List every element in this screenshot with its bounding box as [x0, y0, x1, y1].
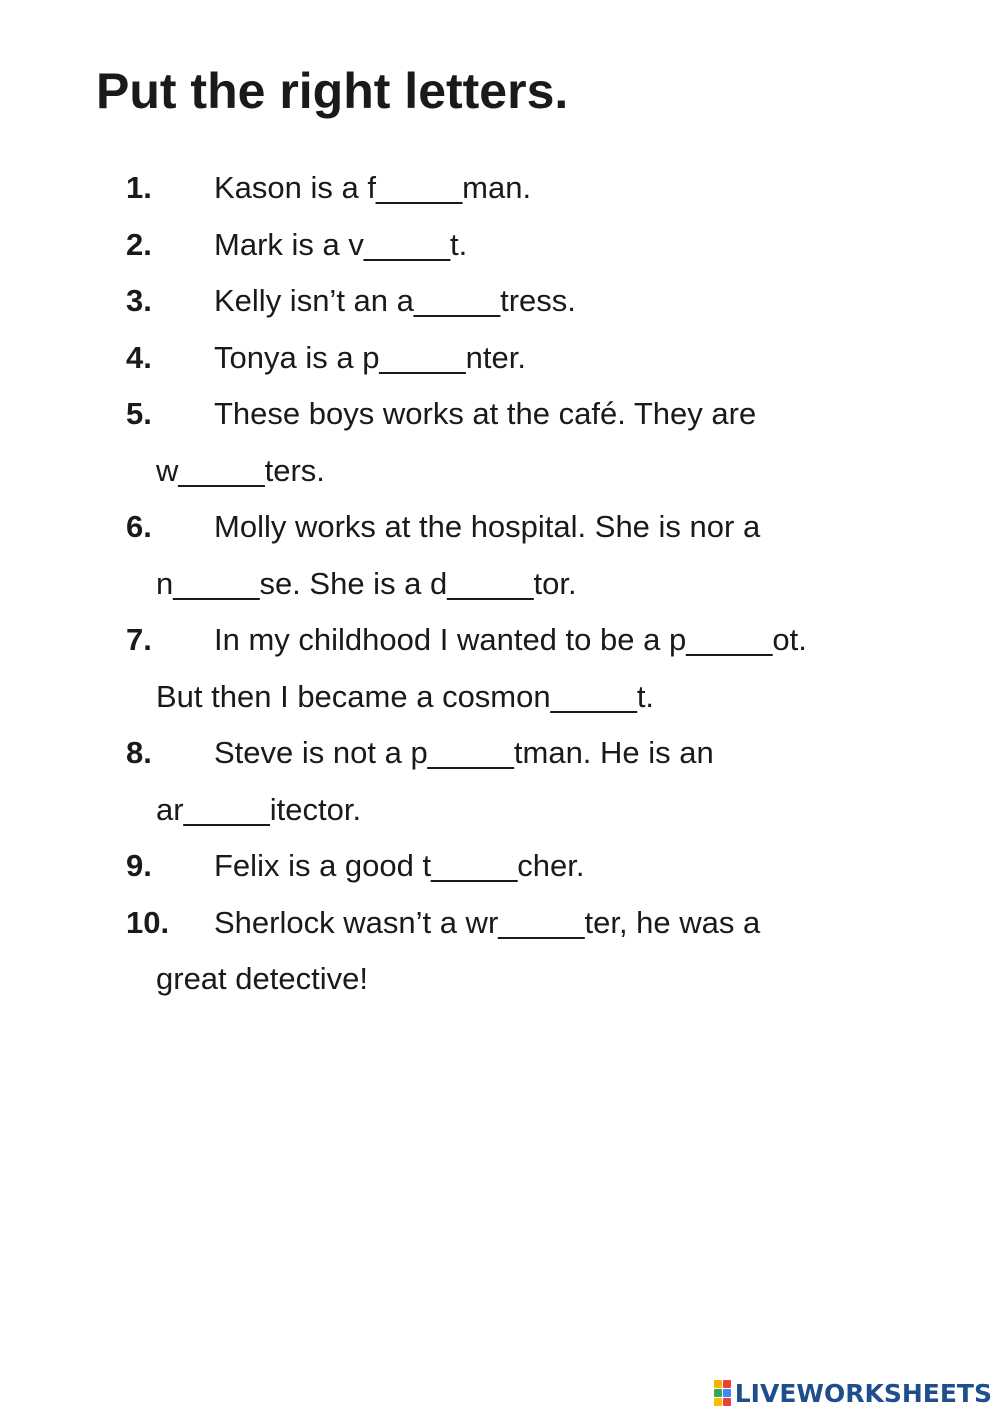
exercise-item-3	[126, 273, 956, 330]
item-number: 9.	[126, 848, 152, 883]
item-number: 4.	[126, 339, 152, 375]
sentence-line: Steve is not a p_____tman. He is an	[214, 735, 714, 770]
liveworksheets-logo	[714, 1379, 992, 1407]
exercise-list	[126, 160, 956, 1008]
sentence-line: Tonya is a p_____nter.	[214, 339, 526, 375]
exercise-item-1	[126, 160, 956, 217]
exercise-item-7	[126, 612, 956, 725]
item-number: 3.	[126, 283, 152, 318]
item-number: 6.	[126, 509, 152, 544]
item-number: 8.	[126, 735, 152, 770]
worksheet-title: Put the right letters.	[96, 63, 569, 119]
logo-text: LIVEWORKSHEETS	[734, 1378, 992, 1408]
exercise-item-10	[126, 895, 956, 1008]
item-number: 2.	[126, 226, 152, 262]
exercise-item-4	[126, 330, 956, 387]
exercise-item-5	[126, 386, 956, 499]
sentence-line: Sherlock wasn’t a wr_____ter, he was a	[214, 904, 761, 940]
sentence-line-continued: great detective!	[156, 961, 368, 996]
sentence-line-continued: n_____se. She is a d_____tor.	[156, 565, 577, 601]
sentence-line-continued: But then I became a cosmon_____t.	[156, 678, 655, 714]
sentence-line-continued: ar_____itector.	[156, 791, 362, 827]
exercise-item-2	[126, 217, 956, 274]
sentence-line: Molly works at the hospital. She is nor a	[214, 509, 761, 544]
sentence-line: Felix is a good t_____cher.	[214, 848, 585, 883]
exercise-item-9	[126, 838, 956, 895]
exercise-item-8	[126, 725, 956, 838]
sentence-line: These boys works at the café. They are	[214, 396, 757, 431]
sentence-line: In my childhood I wanted to be a p_____ot.	[214, 622, 807, 657]
item-number: 1.	[126, 170, 152, 205]
item-number: 7.	[126, 622, 152, 657]
sentence-line: Kelly isn’t an a_____tress.	[214, 283, 576, 318]
sentence-line: Kason is a f_____man.	[214, 170, 532, 205]
sentence-line: Mark is a v_____t.	[214, 226, 468, 262]
liveworksheets-logo-icon	[714, 1380, 731, 1406]
sentence-line-continued: w_____ters.	[156, 452, 325, 488]
exercise-item-6	[126, 499, 956, 612]
item-number: 10.	[126, 904, 170, 940]
item-number: 5.	[126, 396, 152, 431]
